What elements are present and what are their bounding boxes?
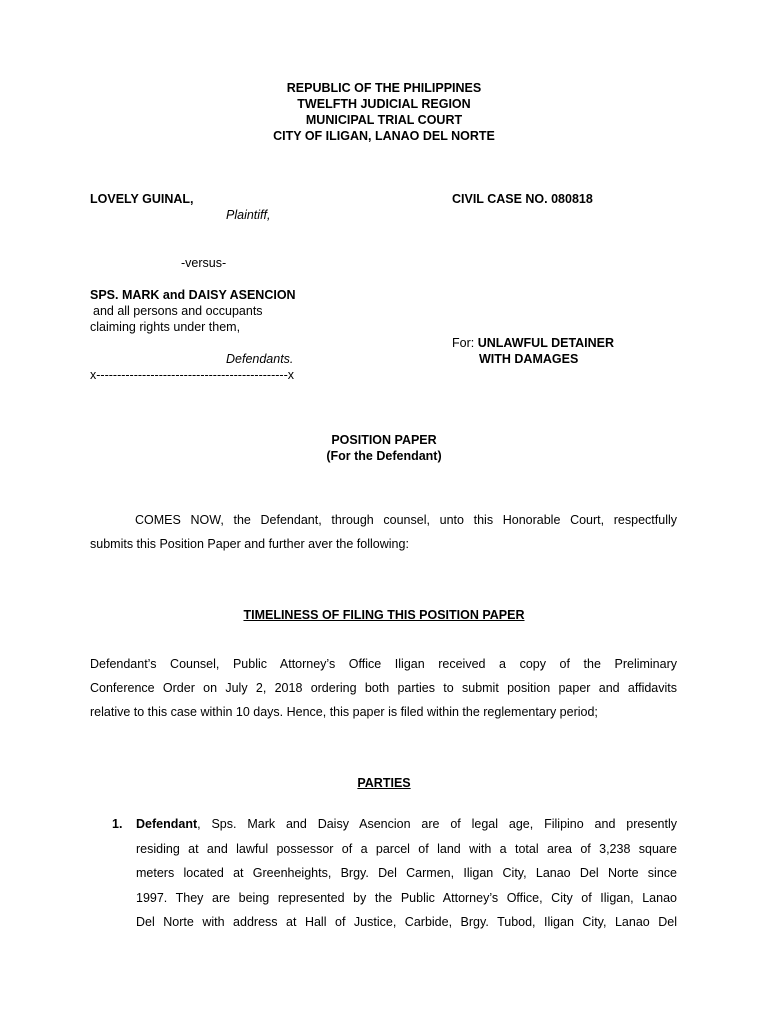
- timeliness-line: Conference Order on July 2, 2018 ordering both parties to submit position paper and affidavits: [90, 681, 677, 695]
- item-line: residing at and lawful possessor of a parcel of land with a total area of 3,238 square: [136, 841, 677, 856]
- civil-case-number: CIVIL CASE NO. 080818: [452, 192, 593, 206]
- timeliness-paragraph: [90, 652, 677, 724]
- defendant-name: SPS. MARK and DAISY ASENCION: [90, 288, 296, 302]
- item-line: 1997. They are being represented by the Public Attorney’s Office, City of Iligan, Lanao: [136, 890, 677, 905]
- defendant-role: Defendants.: [226, 352, 294, 366]
- for-label: For:: [452, 336, 478, 350]
- timeliness-heading: TIMELINESS OF FILING THIS POSITION PAPER: [243, 608, 525, 622]
- cause-with-damages: WITH DAMAGES: [479, 352, 579, 366]
- list-item-number: 1.: [112, 817, 123, 831]
- parties-heading: PARTIES: [357, 776, 411, 790]
- document-title: POSITION PAPER: [331, 433, 437, 447]
- item-line: meters located at Greenheights, Brgy. Del Carmen, Iligan City, Lanao Del Norte since: [136, 866, 677, 880]
- parties-item-defendant: [136, 812, 677, 935]
- court-header-republic: REPUBLIC OF THE PHILIPPINES: [286, 81, 482, 95]
- intro-line: COMES NOW, the Defendant, through counsel, unto this Honorable Court, respectfully: [135, 513, 677, 527]
- timeliness-line: relative to this case within 10 days. Hence, this paper is filed within the reglementary period;: [90, 705, 598, 719]
- court-header-city: CITY OF ILIGAN, LANAO DEL NORTE: [273, 129, 495, 143]
- defendant-occupants: and all persons and occupants: [93, 304, 263, 318]
- cause-of-action: [452, 336, 614, 350]
- versus-label: -versus-: [181, 256, 227, 270]
- document-subtitle: (For the Defendant): [326, 449, 442, 463]
- item-lead: Defendant: [136, 817, 198, 831]
- item-line: Defendant, Sps. Mark and Daisy Asencion are of legal age, Filipino and presently: [136, 817, 677, 831]
- timeliness-line: Defendant’s Counsel, Public Attorney’s Office Iligan received a copy of the Preliminary: [90, 657, 677, 671]
- intro-line: submits this Position Paper and further aver the following:: [90, 537, 409, 551]
- plaintiff-role: Plaintiff,: [226, 208, 271, 222]
- defendant-claiming: claiming rights under them,: [90, 320, 241, 334]
- court-header-region: TWELFTH JUDICIAL REGION: [297, 97, 471, 111]
- intro-paragraph: [90, 508, 677, 556]
- plaintiff-name: LOVELY GUINAL,: [90, 192, 194, 206]
- court-header-court: MUNICIPAL TRIAL COURT: [305, 113, 463, 127]
- cause-unlawful-detainer: UNLAWFUL DETAINER: [477, 336, 615, 350]
- caption-separator: x----------------------------------------------x: [90, 368, 294, 382]
- item-line: Del Norte with address at Hall of Justice, Carbide, Brgy. Tubod, Iligan City, Lanao Del: [136, 915, 677, 929]
